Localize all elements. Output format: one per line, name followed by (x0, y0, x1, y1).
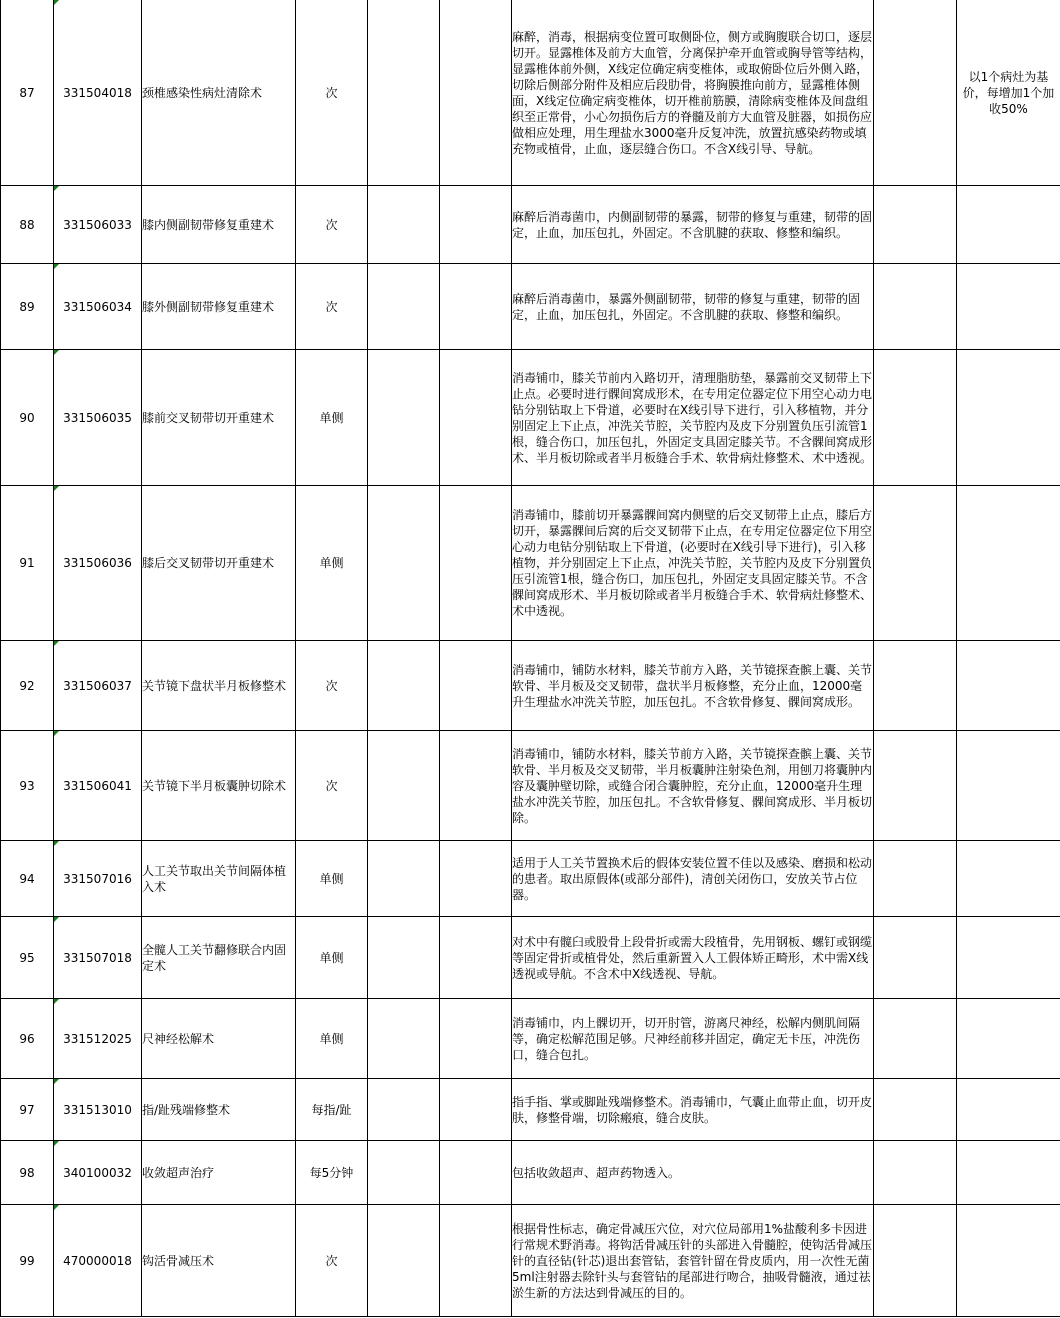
item-name: 膝外侧副韧带修复重建术 (142, 264, 296, 350)
item-code-text: 470000018 (63, 1253, 132, 1268)
table-row (1, 264, 1060, 350)
empty-cell (368, 917, 440, 999)
table-body (1, 0, 1060, 1317)
item-unit: 次 (296, 1205, 368, 1317)
empty-cell (368, 731, 440, 841)
item-name: 膝后交叉韧带切开重建术 (142, 486, 296, 641)
item-description: 消毒铺巾，铺防水材料，膝关节前方入路，关节镜探查髌上囊、关节软骨、半月板及交叉韧带，半月板囊肿注射染色剂，用刨刀将囊肿内容及囊肿壁切除，或缝合闭合囊肿腔，充分止血，12000毫升生理盐水冲洗关节腔，加压包扎。不含软骨修复、髁间窝成形、半月板切除。 (512, 731, 874, 841)
empty-cell (874, 1079, 957, 1141)
empty-cell (874, 264, 957, 350)
item-note (957, 917, 1060, 999)
comment-marker (54, 1205, 59, 1210)
item-note (957, 1079, 1060, 1141)
empty-cell (440, 1079, 512, 1141)
item-description: 消毒铺巾，铺防水材料，膝关节前方入路，关节镜探查髌上囊、关节软骨、半月板及交叉韧带，盘状半月板修整，充分止血，12000毫升生理盐水冲洗关节腔，加压包扎。不含软骨修复、髁间窝成形。 (512, 641, 874, 731)
empty-cell (368, 486, 440, 641)
empty-cell (368, 641, 440, 731)
comment-marker (54, 350, 59, 355)
item-number: 97 (1, 1079, 54, 1141)
item-unit: 单侧 (296, 486, 368, 641)
item-code-text: 331506037 (63, 678, 132, 693)
item-description: 包括收敛超声、超声药物透入。 (512, 1141, 874, 1205)
empty-cell (368, 1141, 440, 1205)
table-row (1, 841, 1060, 917)
empty-cell (368, 350, 440, 486)
empty-cell (440, 917, 512, 999)
item-description: 消毒铺巾，膝前切开暴露髁间窝内侧壁的后交叉韧带上止点，膝后方切开，暴露髁间后窝的后交叉韧带下止点，在专用定位器定位下用空心动力电钻分别钻取上下骨道，(必要时在X线引导下进行)，引入移植物，并分别固定上下止点，冲洗关节腔，关节腔内及皮下分别置负压引流管1根，缝合伤口，加压包扎，外固定支具固定膝关节。不含髁间窝成形术、半月板切除或者半月板缝合手术、软骨病灶修整术、术中透视。 (512, 486, 874, 641)
item-name: 人工关节取出关节间隔体植入术 (142, 841, 296, 917)
item-number: 90 (1, 350, 54, 486)
comment-marker (54, 641, 59, 646)
item-number: 94 (1, 841, 54, 917)
item-number: 99 (1, 1205, 54, 1317)
item-code-text: 331506034 (63, 299, 132, 314)
empty-cell (874, 1141, 957, 1205)
comment-marker (54, 264, 59, 269)
empty-cell (874, 0, 957, 186)
table-row (1, 731, 1060, 841)
empty-cell (874, 350, 957, 486)
item-note (957, 999, 1060, 1079)
comment-marker (54, 186, 59, 191)
empty-cell (874, 841, 957, 917)
item-note (957, 186, 1060, 264)
item-unit: 次 (296, 264, 368, 350)
table-row (1, 917, 1060, 999)
item-code (54, 1079, 142, 1141)
item-number: 96 (1, 999, 54, 1079)
item-name: 关节镜下盘状半月板修整术 (142, 641, 296, 731)
item-number: 92 (1, 641, 54, 731)
item-code (54, 1205, 142, 1317)
item-code (54, 486, 142, 641)
item-code-text: 331512025 (63, 1031, 132, 1046)
empty-cell (440, 1141, 512, 1205)
item-description: 根据骨性标志，确定骨减压穴位，对穴位局部用1%盐酸利多卡因进行常规术野消毒。将钩活骨减压针的头部进入骨髓腔，使钩活骨减压针的直径钻(针芯)退出套管钻，套管针留在骨皮质内，用一次性无菌5ml注射器去除针头与套管钻的尾部进行吻合，抽吸骨髓液，通过祛淤生新的方法达到骨减压的目的。 (512, 1205, 874, 1317)
empty-cell (440, 264, 512, 350)
empty-cell (874, 641, 957, 731)
item-code-text: 331507018 (63, 950, 132, 965)
empty-cell (368, 264, 440, 350)
item-name: 全髋人工关节翻修联合内固定术 (142, 917, 296, 999)
item-code-text: 340100032 (63, 1165, 132, 1180)
item-number: 87 (1, 0, 54, 186)
empty-cell (368, 999, 440, 1079)
empty-cell (874, 731, 957, 841)
table-row (1, 999, 1060, 1079)
item-code (54, 1141, 142, 1205)
item-note (957, 841, 1060, 917)
item-description: 麻醉，消毒，根据病变位置可取侧卧位，侧方或胸腹联合切口，逐层切开。显露椎体及前方大血管，分离保护牵开血管或胸导管等结构，显露椎体前外侧，X线定位确定病变椎体，或取俯卧位后外侧入路，切除后侧部分附件及相应后段肋骨，将胸膜推向前方，显露椎体侧面，X线定位确定病变椎体，切开椎前筋膜，清除病变椎体及间盘组织至正常骨，小心勿损伤后方的脊髓及前方大血管及脏器，如损伤应做相应处理，用生理盐水3000毫升反复冲洗，放置抗感染药物或填充物或植骨，止血，逐层缝合伤口。不含X线引导、导航。 (512, 0, 874, 186)
item-code-text: 331506036 (63, 556, 132, 570)
comment-marker (54, 486, 59, 491)
item-number: 91 (1, 486, 54, 641)
item-name: 钩活骨减压术 (142, 1205, 296, 1317)
item-code-text: 331513010 (63, 1102, 132, 1117)
item-code (54, 186, 142, 264)
item-description: 麻醉后消毒菌巾，内侧副韧带的暴露，韧带的修复与重建，韧带的固定，止血，加压包扎，外固定。不含肌腱的获取、修整和编织。 (512, 186, 874, 264)
item-number: 95 (1, 917, 54, 999)
item-name: 关节镜下半月板囊肿切除术 (142, 731, 296, 841)
empty-cell (874, 486, 957, 641)
item-number: 88 (1, 186, 54, 264)
empty-cell (440, 641, 512, 731)
empty-cell (874, 917, 957, 999)
item-description: 指手指、掌或脚趾残端修整术。消毒铺巾，气囊止血带止血，切开皮肤，修整骨端，切除瘢痕，缝合皮肤。 (512, 1079, 874, 1141)
empty-cell (440, 486, 512, 641)
item-unit: 次 (296, 0, 368, 186)
item-code-text: 331506041 (63, 778, 132, 793)
item-name: 指/趾残端修整术 (142, 1079, 296, 1141)
empty-cell (874, 1205, 957, 1317)
comment-marker (54, 0, 59, 5)
item-name: 颈椎感染性病灶清除术 (142, 0, 296, 186)
comment-marker (54, 1141, 59, 1146)
empty-cell (440, 0, 512, 186)
item-unit: 单侧 (296, 917, 368, 999)
empty-cell (368, 1205, 440, 1317)
item-note (957, 486, 1060, 641)
item-description: 对术中有髋臼或股骨上段骨折或需大段植骨，先用钢板、螺钉或钢缆等固定骨折或植骨处，然后重新置入人工假体矫正畸形，术中需X线透视或导航。不含术中X线透视、导航。 (512, 917, 874, 999)
empty-cell (440, 999, 512, 1079)
item-code-text: 331506033 (63, 217, 132, 232)
item-code (54, 641, 142, 731)
item-unit: 单侧 (296, 350, 368, 486)
item-code (54, 264, 142, 350)
table-row (1, 0, 1060, 186)
item-description: 消毒铺巾，膝关节前内入路切开，清理脂肪垫，暴露前交叉韧带上下止点。必要时进行髁间窝成形术，在专用定位器定位下用空心动力电钻分别钻取上下骨道，必要时在X线引导下进行，引入移植物，并分别固定上下止点，冲洗关节腔，关节腔内及皮下分别置负压引流管1根，缝合伤口，加压包扎，外固定支具固定膝关节。不含髁间窝成形术、半月板切除或者半月板缝合手术、软骨病灶修整术、术中透视。 (512, 350, 874, 486)
empty-cell (874, 186, 957, 264)
comment-marker (54, 841, 59, 846)
empty-cell (440, 186, 512, 264)
item-code (54, 731, 142, 841)
item-name: 尺神经松解术 (142, 999, 296, 1079)
item-description: 麻醉后消毒菌巾，暴露外侧副韧带，韧带的修复与重建，韧带的固定，止血，加压包扎，外固定。不含肌腱的获取、修整和编织。 (512, 264, 874, 350)
table-row (1, 1141, 1060, 1205)
item-note (957, 1205, 1060, 1317)
item-note (957, 264, 1060, 350)
empty-cell (440, 350, 512, 486)
comment-marker (54, 917, 59, 922)
item-unit: 单侧 (296, 999, 368, 1079)
item-note (957, 641, 1060, 731)
item-note: 以1个病灶为基价，每增加1个加收50% (957, 0, 1060, 186)
empty-cell (368, 1079, 440, 1141)
item-code (54, 917, 142, 999)
item-unit: 单侧 (296, 841, 368, 917)
item-name: 膝前交叉韧带切开重建术 (142, 350, 296, 486)
comment-marker (54, 999, 59, 1004)
item-note (957, 1141, 1060, 1205)
table-row (1, 186, 1060, 264)
item-name: 膝内侧副韧带修复重建术 (142, 186, 296, 264)
empty-cell (874, 999, 957, 1079)
item-unit: 次 (296, 641, 368, 731)
item-number: 98 (1, 1141, 54, 1205)
item-note (957, 731, 1060, 841)
item-description: 适用于人工关节置换术后的假体安装位置不佳以及感染、磨损和松动的患者。取出原假体(或部分部件)，清创关闭伤口，安放关节占位器。 (512, 841, 874, 917)
item-number: 93 (1, 731, 54, 841)
item-note (957, 350, 1060, 486)
comment-marker (54, 1079, 59, 1084)
item-description: 消毒铺巾，内上髁切开，切开肘管，游离尺神经，松解内侧肌间隔等，确定松解范围足够。尺神经前移并固定，确定无卡压，冲洗伤口，缝合包扎。 (512, 999, 874, 1079)
item-unit: 次 (296, 731, 368, 841)
item-unit: 每指/趾 (296, 1079, 368, 1141)
empty-cell (440, 731, 512, 841)
item-code-text: 331506035 (63, 410, 132, 425)
item-code (54, 841, 142, 917)
empty-cell (440, 841, 512, 917)
item-number: 89 (1, 264, 54, 350)
table-row (1, 486, 1060, 641)
item-code-text: 331504018 (63, 85, 132, 100)
item-code (54, 999, 142, 1079)
table-row (1, 1079, 1060, 1141)
item-code (54, 350, 142, 486)
item-unit: 每5分钟 (296, 1141, 368, 1205)
item-code-text: 331507016 (63, 871, 132, 886)
empty-cell (368, 0, 440, 186)
empty-cell (440, 1205, 512, 1317)
table-row (1, 641, 1060, 731)
comment-marker (54, 731, 59, 736)
item-code (54, 0, 142, 186)
item-name: 收敛超声治疗 (142, 1141, 296, 1205)
item-unit: 次 (296, 186, 368, 264)
empty-cell (368, 841, 440, 917)
table-row (1, 1205, 1060, 1317)
table-row (1, 350, 1060, 486)
empty-cell (368, 186, 440, 264)
